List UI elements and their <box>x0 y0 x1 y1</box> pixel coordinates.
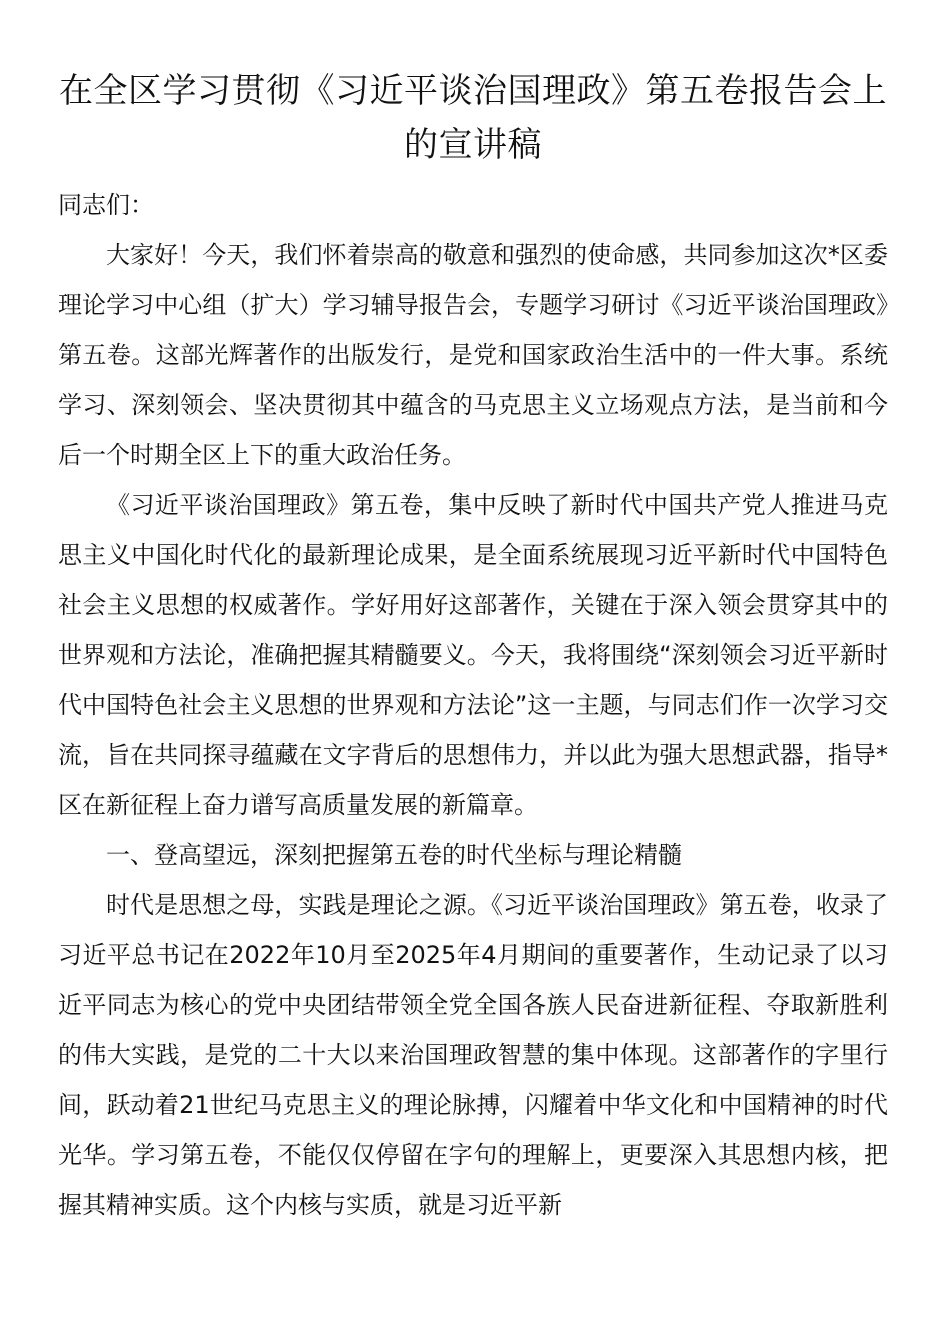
paragraph-introduction: 《习近平谈治国理政》第五卷，集中反映了新时代中国共产党人推进马克思主义中国化时代化的最新理论成果，是全面系统展现习近平新时代中国特色社会主义思想的权威著作。学好用好这部著作，关键在于深入领会贯穿其中的世界观和方法论，准确把握其精髓要义。今天，我将围绕“深刻领会习近平新时代中国特色社会主义思想的世界观和方法论”这一主题，与同志们作一次学习交流，旨在共同探寻蕴藏在文字背后的思想伟力，并以此为强大思想武器，指导*区在新征程上奋力谱写高质量发展的新篇章。 <box>58 491 888 819</box>
section-heading: 一、登高望远，深刻把握第五卷的时代坐标与理论精髓 <box>106 841 682 869</box>
section-paragraph: 时代是思想之母，实践是理论之源。《习近平谈治国理政》第五卷，收录了习近平总书记在2022年10月至2025年4月期间的重要著作，生动记录了以习近平同志为核心的党中央团结带领全党全国各族人民奋进新征程、夺取新胜利的伟大实践，是党的二十大以来治国理政智慧的集中体现。这部著作的字里行间，跃动着21世纪马克思主义的理论脉搏，闪耀着中华文化和中国精神的时代光华。学习第五卷，不能仅仅停留在字句的理解上，更要深入其思想内核，把握其精神实质。这个内核与实质，就是习近平新 <box>58 891 888 1219</box>
document-page <box>58 64 888 1230</box>
document-title: 在全区学习贯彻《习近平谈治国理政》第五卷报告会上的宣讲稿 <box>59 71 887 165</box>
paragraph-opening: 大家好！今天，我们怀着崇高的敬意和强烈的使命感，共同参加这次*区委理论学习中心组（扩大）学习辅导报告会，专题学习研讨《习近平谈治国理政》第五卷。这部光辉著作的出版发行，是党和国家政治生活中的一件大事。系统学习、深刻领会、坚决贯彻其中蕴含的马克思主义立场观点方法，是当前和今后一个时期全区上下的重大政治任务。 <box>58 241 888 469</box>
salutation: 同志们： <box>58 191 154 219</box>
